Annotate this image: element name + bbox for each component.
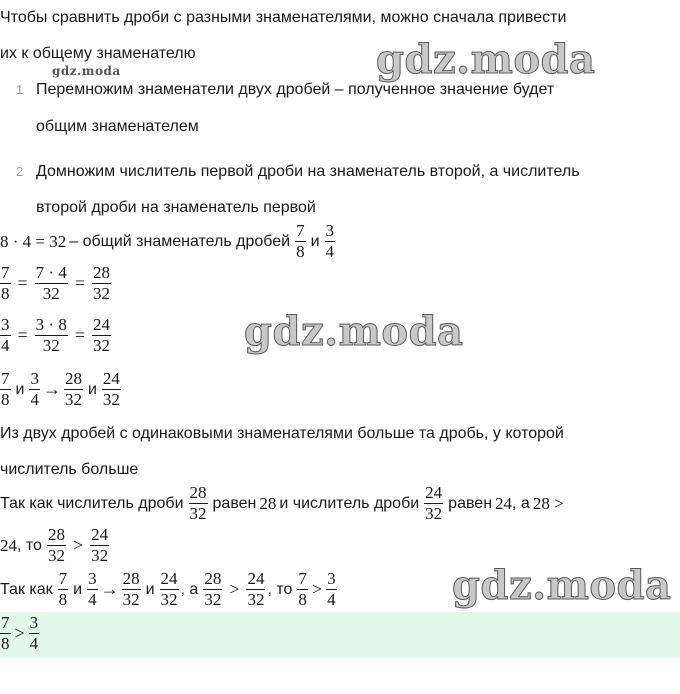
- summary-clip: [0, 566, 680, 612]
- greater-sign: >: [229, 579, 240, 599]
- fraction: $\frac{24}{32}$: [425, 483, 443, 523]
- comparison-line-2: [0, 526, 111, 565]
- fraction: $\frac{3}{4}$: [88, 569, 97, 609]
- arrow-icon: →: [100, 579, 119, 599]
- fraction: $\frac{28}{32}$: [92, 263, 110, 303]
- equation-3-4: [0, 316, 113, 355]
- value: 24: [0, 535, 17, 555]
- fraction: $\frac{7 \cdot 4}{32}$: [35, 263, 67, 303]
- and-word: и: [310, 232, 320, 250]
- summary-text: Так как: [0, 580, 53, 598]
- step-number: 2: [16, 164, 24, 179]
- common-denominator-text: – общий знаменатель дробей: [69, 232, 291, 250]
- equals-sign: =: [74, 325, 85, 345]
- fraction: $\frac{24}{32}$: [92, 315, 110, 355]
- fraction: $\frac{28}{32}$: [64, 369, 82, 409]
- comparison-text: и числитель дроби: [279, 494, 420, 512]
- intro-line-1: Чтобы сравнить дроби с разными знаменателями, можно сначала привести: [0, 9, 567, 26]
- fraction: $\frac{7}{8}$: [58, 569, 68, 609]
- fraction: $\frac{28}{32}$: [122, 569, 140, 609]
- and-word: и: [145, 580, 155, 598]
- fraction: $\frac{24}{32}$: [247, 569, 265, 609]
- watermark-top: gdz.moda: [376, 36, 596, 83]
- watermark-small: gdz.moda: [52, 64, 121, 78]
- watermark-middle: gdz.moda: [244, 308, 464, 355]
- step-1-line-1: Перемножим знаменатели двух дробей – полученное значение будет: [36, 81, 555, 98]
- fraction: $\frac{7}{8}$: [1, 369, 10, 409]
- comparison-text: равен: [448, 494, 493, 512]
- step-2-line-1: Домножим числитель первой дроби на знаменатель второй, а числитель: [36, 163, 580, 180]
- summary-text: , то: [267, 580, 293, 598]
- value: 28: [259, 493, 277, 513]
- greater-sign: >: [14, 623, 25, 643]
- final-answer: [0, 614, 41, 653]
- comparison-text: , то: [17, 536, 42, 554]
- fraction: $\frac{7}{8}$: [298, 569, 307, 609]
- summary-text: , а: [180, 580, 199, 598]
- step-2-line-2: второй дроби на знаменатель первой: [36, 199, 316, 216]
- fraction: $\frac{3}{4}$: [30, 369, 39, 409]
- fraction: $\frac{28}{32}$: [47, 525, 65, 565]
- greater-sign: >: [72, 535, 84, 555]
- fraction: $\frac{28}{32}$: [204, 569, 222, 609]
- equals-sign: =: [17, 273, 28, 293]
- value: 24: [495, 493, 513, 513]
- conversion-line: [0, 370, 123, 409]
- fraction: $\frac{3}{4}$: [325, 221, 335, 261]
- rule-line-1: Из двух дробей с одинаковыми знаменателями больше та дробь, у которой: [0, 425, 564, 442]
- summary-line: [0, 570, 339, 609]
- comparison-text: , а: [512, 494, 530, 512]
- fraction: $\frac{3}{4}$: [327, 569, 336, 609]
- equation-7-8: [0, 264, 113, 303]
- fraction: $\frac{28}{32}$: [189, 483, 207, 523]
- fraction: $\frac{7}{8}$: [1, 263, 10, 303]
- fraction: $\frac{24}{32}$: [102, 369, 120, 409]
- product-expression: 8 · 4 = 32: [0, 231, 67, 251]
- fraction: $\frac{7}{8}$: [1, 613, 10, 653]
- comparison-text: равен: [212, 494, 257, 512]
- arrow-icon: →: [42, 379, 61, 399]
- fraction: $\frac{3}{4}$: [1, 315, 10, 355]
- fraction: $\frac{3}{4}$: [29, 613, 39, 653]
- fraction: $\frac{3 \cdot 8}{32}$: [35, 315, 67, 355]
- fraction: $\frac{24}{32}$: [160, 569, 178, 609]
- watermark-bottom: gdz.moda: [452, 562, 672, 609]
- comparison-line-1: [0, 484, 564, 523]
- equals-sign: =: [17, 325, 28, 345]
- greater-sign: >: [311, 579, 323, 599]
- fraction: $\frac{24}{32}$: [91, 525, 109, 565]
- answer-highlight: [0, 612, 680, 658]
- comparison-text: Так как числитель дроби: [0, 494, 184, 512]
- common-denominator-line: [0, 222, 337, 261]
- and-word: и: [87, 380, 97, 398]
- rule-line-2: числитель больше: [0, 461, 139, 478]
- value: 28 >: [532, 493, 564, 513]
- and-word: и: [73, 580, 83, 598]
- step-number: 1: [16, 82, 24, 97]
- fraction: $\frac{7}{8}$: [296, 221, 305, 261]
- intro-line-2: их к общему знаменателю: [0, 45, 196, 62]
- step-1-line-2: общим знаменателем: [36, 118, 199, 135]
- equals-sign: =: [74, 273, 85, 293]
- and-word: и: [15, 380, 25, 398]
